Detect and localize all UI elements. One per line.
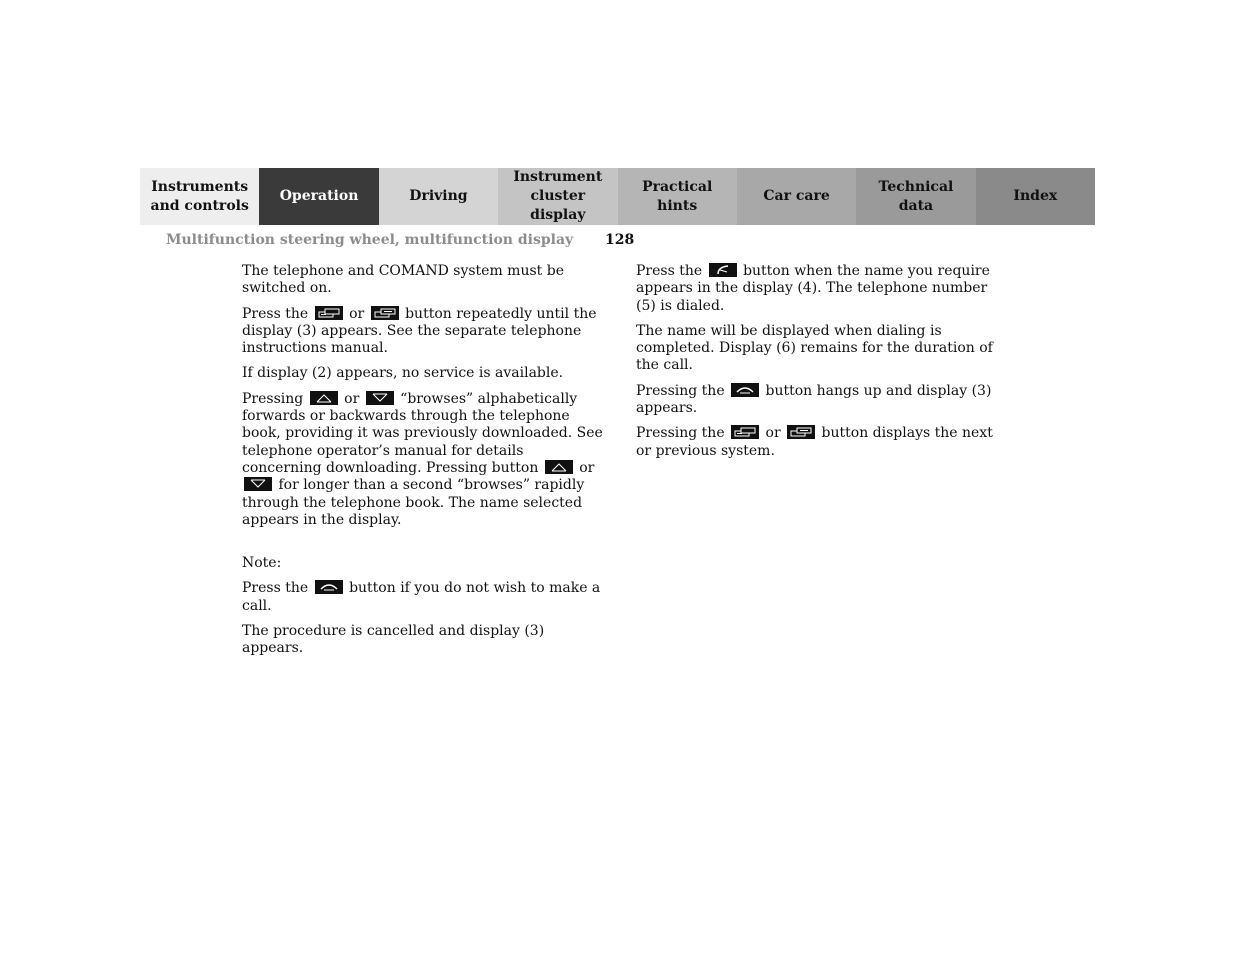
text: button displays the next or previous system. <box>636 425 993 459</box>
system-prev-icon <box>315 306 343 320</box>
paragraph <box>636 383 998 418</box>
tab-operation[interactable] <box>259 168 378 225</box>
text: button hangs up and display (3) appears. <box>636 382 992 417</box>
tab-instrument-cluster-display[interactable] <box>498 168 617 225</box>
text: or <box>579 459 595 476</box>
system-prev-icon <box>731 425 759 439</box>
text: or <box>349 305 365 322</box>
text: “browses” alphabetically forwards or backwards through the telephone book, providing it was previously downloaded. See telephone operator’s manual for details concerning downloading. Pressing button <box>242 390 603 476</box>
paragraph <box>242 391 604 529</box>
tab-instruments-and-controls[interactable] <box>140 168 259 225</box>
section-title: Multifunction steering wheel, multifunction display <box>166 232 574 248</box>
right-column <box>636 263 998 468</box>
paragraph <box>242 623 604 658</box>
tab-car-care[interactable] <box>737 168 856 225</box>
text: Press the <box>242 580 309 597</box>
tab-practical-hints[interactable] <box>618 168 737 225</box>
text: or <box>765 425 781 442</box>
text: Pressing <box>242 390 304 407</box>
tab-driving[interactable] <box>379 168 498 225</box>
tab-technical-data[interactable] <box>856 168 975 225</box>
arrow-down-icon <box>366 391 394 405</box>
text: or <box>344 390 360 407</box>
tab-label: Operation <box>279 188 359 204</box>
system-next-icon <box>787 425 815 439</box>
arrow-down-icon <box>244 477 272 491</box>
text: Pressing the <box>636 382 725 399</box>
paragraph <box>242 365 604 382</box>
text: Press the <box>242 305 309 322</box>
text: The procedure is cancelled and display (3) appears. <box>242 623 545 657</box>
tab-label: Driving <box>409 188 468 204</box>
text: Press the <box>636 263 703 279</box>
left-column <box>242 263 604 666</box>
text: button if you do not wish to make a call. <box>242 580 601 614</box>
tab-label: Instrument cluster display <box>513 169 603 223</box>
paragraph <box>242 306 604 358</box>
text: The name will be displayed when dialing is completed. Display (6) remains for the duration of the call. <box>636 322 993 374</box>
arrow-up-icon <box>310 391 338 405</box>
page-number: 128 <box>605 232 635 248</box>
text: button when the name you require appears in the display (4). The telephone number (5) is dialed. <box>636 263 990 314</box>
text: Pressing the <box>636 425 725 442</box>
tab-label: Technical data <box>878 178 954 214</box>
section-tabs <box>140 168 1095 225</box>
phone-hangup-icon <box>731 383 759 397</box>
text: Note: <box>242 555 282 572</box>
tab-label: Instruments and controls <box>150 178 249 214</box>
text: for longer than a second “browses” rapidly through the telephone book. The name selected appears in the display. <box>242 477 585 528</box>
text: button repeatedly until the display (3) appears. See the separate telephone instructions manual. <box>242 305 597 357</box>
paragraph <box>242 580 604 615</box>
paragraph <box>242 263 604 298</box>
paragraph <box>636 425 998 460</box>
paragraph <box>636 323 998 375</box>
tab-index[interactable] <box>976 168 1095 225</box>
arrow-up-icon <box>545 460 573 474</box>
text: If display (2) appears, no service is available. <box>242 365 564 382</box>
note-label <box>242 555 604 572</box>
system-next-icon <box>371 306 399 320</box>
tab-label: Index <box>1013 188 1058 204</box>
paragraph <box>636 263 998 315</box>
tab-label: Practical hints <box>642 178 713 214</box>
phone-hangup-icon <box>315 580 343 594</box>
text: The telephone and COMAND system must be switched on. <box>242 263 564 297</box>
tab-label: Car care <box>763 188 830 204</box>
phone-call-icon <box>709 263 737 277</box>
